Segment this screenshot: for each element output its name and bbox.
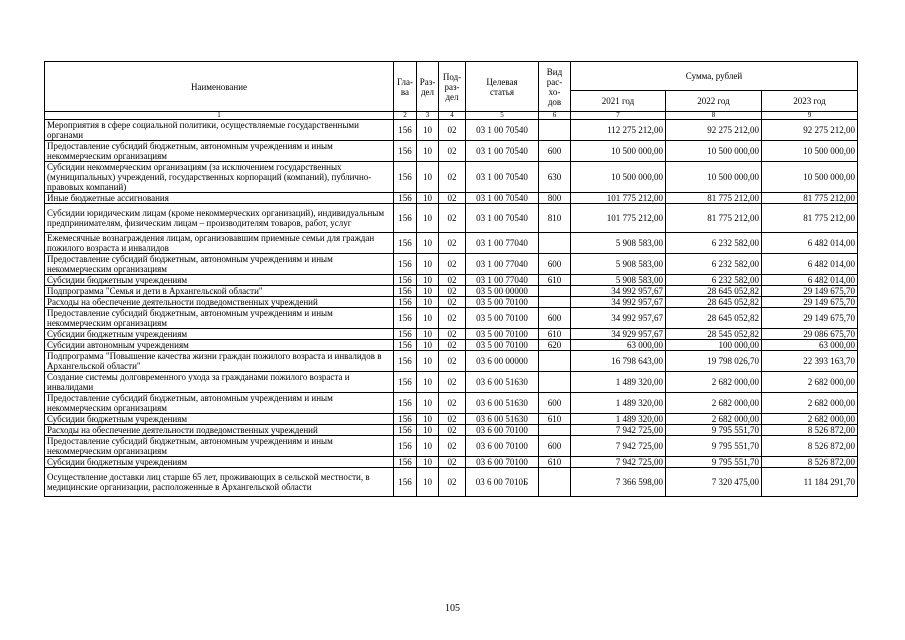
row-subsection: 02 (439, 308, 466, 329)
row-sum-2022: 28 645 052,82 (666, 286, 762, 297)
row-chapter: 156 (394, 425, 417, 436)
row-sum-2023: 8 526 872,00 (762, 425, 858, 436)
row-target-article: 03 1 00 70540 (466, 193, 539, 204)
row-subsection: 02 (439, 204, 466, 233)
row-chapter: 156 (394, 414, 417, 425)
table-row (45, 372, 858, 393)
row-target-article: 03 5 00 70100 (466, 329, 539, 340)
row-chapter: 156 (394, 204, 417, 233)
row-name: Подпрограмма "Семья и дети в Архангельской области" (45, 286, 394, 297)
row-expense-type (539, 351, 571, 372)
row-sum-2023: 6 482 014,00 (762, 254, 858, 275)
row-target-article: 03 1 00 77040 (466, 275, 539, 286)
row-sum-2021: 5 908 583,00 (571, 233, 666, 254)
row-chapter: 156 (394, 436, 417, 457)
row-target-article: 03 5 00 70100 (466, 308, 539, 329)
row-subsection: 02 (439, 457, 466, 468)
row-section: 10 (417, 141, 439, 162)
row-name: Иные бюджетные ассигнования (45, 193, 394, 204)
row-sum-2021: 7 942 725,00 (571, 425, 666, 436)
row-subsection: 02 (439, 233, 466, 254)
row-sum-2021: 16 798 643,00 (571, 351, 666, 372)
row-subsection: 02 (439, 254, 466, 275)
row-expense-type: 610 (539, 329, 571, 340)
row-sum-2023: 8 526 872,00 (762, 457, 858, 468)
row-expense-type: 610 (539, 414, 571, 425)
row-section: 10 (417, 286, 439, 297)
column-number: 3 (417, 112, 439, 120)
row-sum-2023: 92 275 212,00 (762, 120, 858, 141)
row-expense-type: 610 (539, 457, 571, 468)
table-row (45, 414, 858, 425)
header-expense-type: Вид рас- хо- дов (539, 62, 571, 112)
row-sum-2021: 1 489 320,00 (571, 414, 666, 425)
row-target-article: 03 6 00 70100 (466, 425, 539, 436)
row-expense-type: 600 (539, 436, 571, 457)
row-name: Предоставление субсидий бюджетным, автономным учреждениям и иным некоммерческим организациям (45, 308, 394, 329)
row-sum-2022: 81 775 212,00 (666, 204, 762, 233)
row-expense-type: 600 (539, 254, 571, 275)
row-target-article: 03 6 00 00000 (466, 351, 539, 372)
row-target-article: 03 6 00 51630 (466, 414, 539, 425)
row-chapter: 156 (394, 393, 417, 414)
row-sum-2022: 9 795 551,70 (666, 425, 762, 436)
table-row (45, 141, 858, 162)
row-section: 10 (417, 254, 439, 275)
row-sum-2021: 7 942 725,00 (571, 457, 666, 468)
row-section: 10 (417, 204, 439, 233)
row-expense-type: 600 (539, 393, 571, 414)
row-section: 10 (417, 233, 439, 254)
row-sum-2021: 101 775 212,00 (571, 193, 666, 204)
row-chapter: 156 (394, 308, 417, 329)
row-chapter: 156 (394, 120, 417, 141)
row-name: Субсидии бюджетным учреждениям (45, 329, 394, 340)
row-expense-type: 810 (539, 204, 571, 233)
row-chapter: 156 (394, 233, 417, 254)
row-name: Ежемесячные вознаграждения лицам, организовавшим приемные семьи для граждан пожилого возраста и инвалидов (45, 233, 394, 254)
row-sum-2022: 2 682 000,00 (666, 393, 762, 414)
table-row (45, 308, 858, 329)
row-section: 10 (417, 436, 439, 457)
row-subsection: 02 (439, 120, 466, 141)
row-sum-2022: 10 500 000,00 (666, 162, 762, 193)
row-chapter: 156 (394, 193, 417, 204)
row-section: 10 (417, 393, 439, 414)
table-row (45, 425, 858, 436)
row-expense-type (539, 286, 571, 297)
row-sum-2023: 11 184 291,70 (762, 468, 858, 497)
row-chapter: 156 (394, 372, 417, 393)
row-sum-2021: 34 929 957,67 (571, 329, 666, 340)
row-name: Мероприятия в сфере социальной политики, осуществляемые государственными органами (45, 120, 394, 141)
row-sum-2022: 10 500 000,00 (666, 141, 762, 162)
row-chapter: 156 (394, 351, 417, 372)
row-subsection: 02 (439, 425, 466, 436)
row-chapter: 156 (394, 468, 417, 497)
row-sum-2021: 5 908 583,00 (571, 275, 666, 286)
row-sum-2023: 29 149 675,70 (762, 308, 858, 329)
row-sum-2023: 29 086 675,70 (762, 329, 858, 340)
row-expense-type: 630 (539, 162, 571, 193)
table-row (45, 457, 858, 468)
row-chapter: 156 (394, 275, 417, 286)
row-name: Предоставление субсидий бюджетным, автономным учреждениям и иным некоммерческим организациям (45, 393, 394, 414)
row-section: 10 (417, 457, 439, 468)
row-chapter: 156 (394, 162, 417, 193)
table-row (45, 204, 858, 233)
row-subsection: 02 (439, 393, 466, 414)
row-sum-2023: 6 482 014,00 (762, 275, 858, 286)
table-body (45, 120, 858, 497)
row-sum-2023: 2 682 000,00 (762, 414, 858, 425)
row-section: 10 (417, 308, 439, 329)
table-row (45, 351, 858, 372)
table-row (45, 233, 858, 254)
row-sum-2023: 22 393 163,70 (762, 351, 858, 372)
row-sum-2023: 6 482 014,00 (762, 233, 858, 254)
row-sum-2022: 19 798 026,70 (666, 351, 762, 372)
row-sum-2022: 100 000,00 (666, 340, 762, 351)
column-number: 4 (439, 112, 466, 120)
row-section: 10 (417, 162, 439, 193)
row-target-article: 03 5 00 70100 (466, 297, 539, 308)
row-subsection: 02 (439, 193, 466, 204)
budget-table (44, 61, 858, 497)
row-sum-2021: 1 489 320,00 (571, 372, 666, 393)
row-sum-2021: 34 992 957,67 (571, 308, 666, 329)
row-subsection: 02 (439, 286, 466, 297)
row-section: 10 (417, 329, 439, 340)
row-sum-2021: 5 908 583,00 (571, 254, 666, 275)
table-row (45, 254, 858, 275)
row-target-article: 03 1 00 70540 (466, 204, 539, 233)
row-sum-2023: 81 775 212,00 (762, 193, 858, 204)
row-target-article: 03 6 00 51630 (466, 393, 539, 414)
row-sum-2021: 1 489 320,00 (571, 393, 666, 414)
row-section: 10 (417, 425, 439, 436)
row-subsection: 02 (439, 468, 466, 497)
row-name: Предоставление субсидий бюджетным, автономным учреждениям и иным некоммерческим организациям (45, 141, 394, 162)
header-year-2022: 2022 год (666, 91, 762, 112)
row-expense-type: 600 (539, 141, 571, 162)
table-row (45, 193, 858, 204)
table-row (45, 468, 858, 497)
row-sum-2022: 2 682 000,00 (666, 414, 762, 425)
row-target-article: 03 1 00 70540 (466, 162, 539, 193)
row-chapter: 156 (394, 286, 417, 297)
row-sum-2021: 112 275 212,00 (571, 120, 666, 141)
header-chapter: Гла- ва (394, 62, 417, 112)
column-number: 7 (571, 112, 666, 120)
row-sum-2023: 10 500 000,00 (762, 162, 858, 193)
table-row (45, 286, 858, 297)
row-name: Субсидии некоммерческим организациям (за исключением государственных (муниципальных) учреждений, государственных корпораций (компаний), публично-правовых компаний) (45, 162, 394, 193)
row-sum-2022: 7 320 475,00 (666, 468, 762, 497)
table-row (45, 436, 858, 457)
row-sum-2022: 28 545 052,82 (666, 329, 762, 340)
row-sum-2022: 6 232 582,00 (666, 233, 762, 254)
row-name: Субсидии бюджетным учреждениям (45, 275, 394, 286)
row-section: 10 (417, 120, 439, 141)
row-subsection: 02 (439, 141, 466, 162)
header-sum: Сумма, рублей (571, 62, 858, 91)
row-subsection: 02 (439, 275, 466, 286)
row-target-article: 03 6 00 7010Б (466, 468, 539, 497)
row-name: Субсидии автономным учреждениям (45, 340, 394, 351)
row-sum-2023: 8 526 872,00 (762, 436, 858, 457)
row-subsection: 02 (439, 372, 466, 393)
row-target-article: 03 1 00 77040 (466, 254, 539, 275)
row-subsection: 02 (439, 351, 466, 372)
row-sum-2022: 6 232 582,00 (666, 275, 762, 286)
row-sum-2021: 10 500 000,00 (571, 141, 666, 162)
row-target-article: 03 1 00 70540 (466, 120, 539, 141)
row-name: Субсидии юридическим лицам (кроме некоммерческих организаций), индивидуальным предпринимателям, физическим лицам – производителям товаров, работ, услуг (45, 204, 394, 233)
table-row (45, 162, 858, 193)
row-chapter: 156 (394, 340, 417, 351)
row-sum-2021: 34 992 957,67 (571, 286, 666, 297)
row-expense-type (539, 233, 571, 254)
table-row (45, 340, 858, 351)
header-subsection: Под- раз- дел (439, 62, 466, 112)
column-number: 9 (762, 112, 858, 120)
row-name: Предоставление субсидий бюджетным, автономным учреждениям и иным некоммерческим организациям (45, 254, 394, 275)
row-subsection: 02 (439, 297, 466, 308)
row-target-article: 03 6 00 70100 (466, 436, 539, 457)
column-number: 8 (666, 112, 762, 120)
header-year-2023: 2023 год (762, 91, 858, 112)
row-sum-2023: 10 500 000,00 (762, 141, 858, 162)
row-target-article: 03 1 00 77040 (466, 233, 539, 254)
row-chapter: 156 (394, 329, 417, 340)
column-number: 6 (539, 112, 571, 120)
row-expense-type: 800 (539, 193, 571, 204)
row-section: 10 (417, 372, 439, 393)
row-sum-2022: 28 645 052,82 (666, 308, 762, 329)
row-section: 10 (417, 351, 439, 372)
table-row (45, 297, 858, 308)
table-row (45, 329, 858, 340)
header-section: Раз- дел (417, 62, 439, 112)
row-expense-type (539, 297, 571, 308)
row-chapter: 156 (394, 254, 417, 275)
row-expense-type: 600 (539, 308, 571, 329)
row-subsection: 02 (439, 340, 466, 351)
column-number: 1 (45, 112, 394, 120)
row-sum-2022: 2 682 000,00 (666, 372, 762, 393)
header-target-article: Целевая статья (466, 62, 539, 112)
row-sum-2021: 34 992 957,67 (571, 297, 666, 308)
row-section: 10 (417, 340, 439, 351)
column-number: 5 (466, 112, 539, 120)
row-target-article: 03 5 00 70100 (466, 340, 539, 351)
row-expense-type (539, 468, 571, 497)
header-name: Наименование (45, 62, 394, 112)
row-section: 10 (417, 414, 439, 425)
row-sum-2021: 63 000,00 (571, 340, 666, 351)
row-section: 10 (417, 275, 439, 286)
row-target-article: 03 6 00 51630 (466, 372, 539, 393)
column-number: 2 (394, 112, 417, 120)
row-sum-2021: 10 500 000,00 (571, 162, 666, 193)
row-subsection: 02 (439, 329, 466, 340)
row-sum-2023: 2 682 000,00 (762, 372, 858, 393)
row-target-article: 03 5 00 00000 (466, 286, 539, 297)
row-chapter: 156 (394, 457, 417, 468)
row-sum-2022: 28 645 052,82 (666, 297, 762, 308)
row-chapter: 156 (394, 297, 417, 308)
row-name: Субсидии бюджетным учреждениям (45, 414, 394, 425)
row-subsection: 02 (439, 436, 466, 457)
row-subsection: 02 (439, 414, 466, 425)
row-section: 10 (417, 468, 439, 497)
row-expense-type (539, 120, 571, 141)
row-sum-2023: 81 775 212,00 (762, 204, 858, 233)
column-number-row (45, 112, 858, 120)
header-year-2021: 2021 год (571, 91, 666, 112)
row-sum-2022: 9 795 551,70 (666, 436, 762, 457)
row-sum-2023: 63 000,00 (762, 340, 858, 351)
row-sum-2022: 92 275 212,00 (666, 120, 762, 141)
header-row (45, 62, 858, 91)
row-name: Подпрограмма "Повышение качества жизни граждан пожилого возраста и инвалидов в Архангельской области" (45, 351, 394, 372)
row-expense-type (539, 372, 571, 393)
row-name: Создание системы долговременного ухода за гражданами пожилого возраста и инвалидами (45, 372, 394, 393)
row-sum-2023: 29 149 675,70 (762, 286, 858, 297)
row-section: 10 (417, 297, 439, 308)
row-section: 10 (417, 193, 439, 204)
row-expense-type: 610 (539, 275, 571, 286)
row-sum-2021: 7 366 598,00 (571, 468, 666, 497)
row-target-article: 03 1 00 70540 (466, 141, 539, 162)
row-sum-2023: 2 682 000,00 (762, 393, 858, 414)
row-expense-type: 620 (539, 340, 571, 351)
row-name: Предоставление субсидий бюджетным, автономным учреждениям и иным некоммерческим организациям (45, 436, 394, 457)
row-target-article: 03 6 00 70100 (466, 457, 539, 468)
row-sum-2022: 9 795 551,70 (666, 457, 762, 468)
table-row (45, 275, 858, 286)
row-sum-2021: 7 942 725,00 (571, 436, 666, 457)
page-number: 105 (445, 603, 460, 614)
row-name: Расходы на обеспечение деятельности подведомственных учреждений (45, 297, 394, 308)
row-sum-2022: 6 232 582,00 (666, 254, 762, 275)
row-name: Расходы на обеспечение деятельности подведомственных учреждений (45, 425, 394, 436)
row-name: Осуществление доставки лиц старше 65 лет, проживающих в сельской местности, в медицинские организации, расположенные в Архангельской области (45, 468, 394, 497)
row-subsection: 02 (439, 162, 466, 193)
table-row (45, 120, 858, 141)
row-name: Субсидии бюджетным учреждениям (45, 457, 394, 468)
row-chapter: 156 (394, 141, 417, 162)
row-sum-2022: 81 775 212,00 (666, 193, 762, 204)
row-expense-type (539, 425, 571, 436)
row-sum-2023: 29 149 675,70 (762, 297, 858, 308)
row-sum-2021: 101 775 212,00 (571, 204, 666, 233)
table-row (45, 393, 858, 414)
